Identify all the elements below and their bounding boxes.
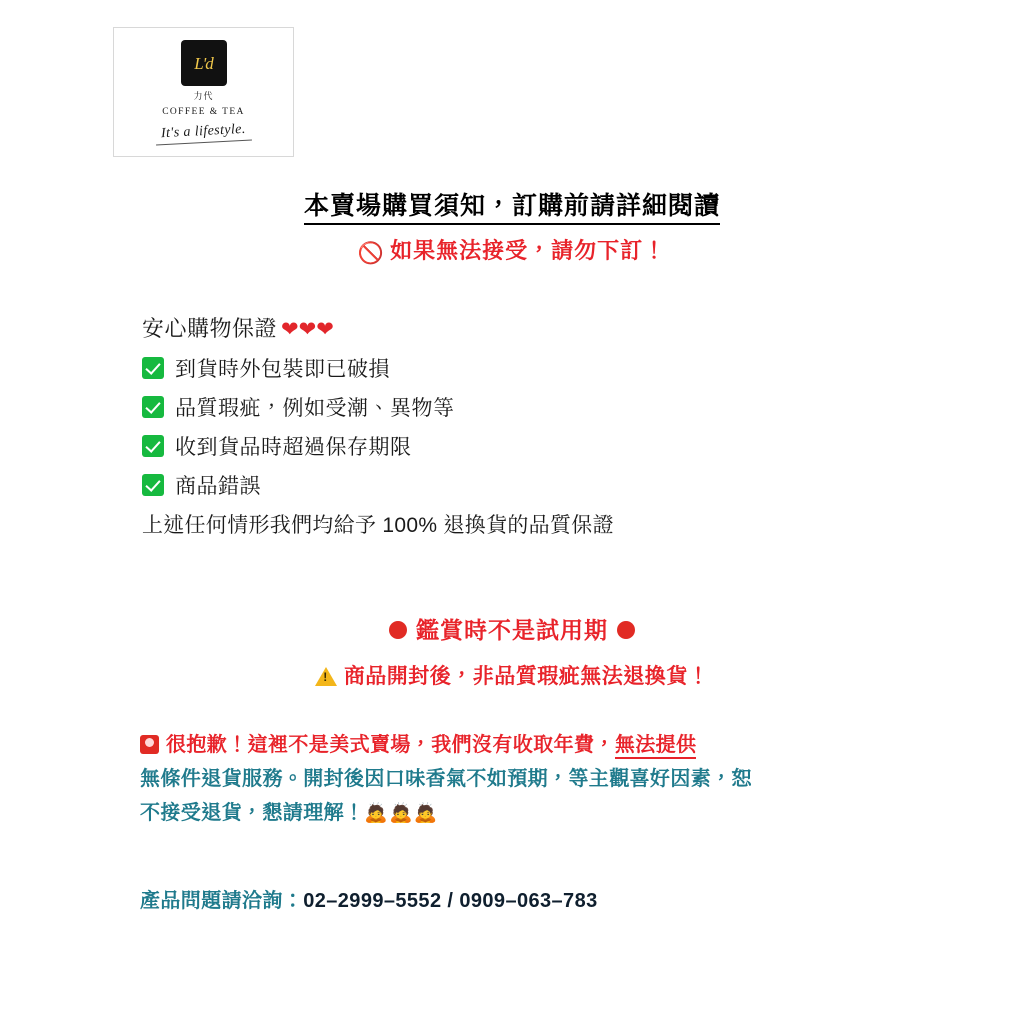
policy-emphasis: 無法提供 [615, 734, 697, 759]
guarantee-note: 上述任何情形我們均給予 100% 退換貨的品質保證 [142, 514, 614, 537]
contact-numbers[interactable]: 02–2999–5552 / 0909–063–783 [303, 890, 598, 912]
bowing-people-icon: 🙇🙇🙇 [364, 803, 439, 824]
list-item [142, 431, 902, 461]
contact-label: 產品問題請洽詢： [140, 890, 304, 912]
policy-line-3: 不接受退貨，懇請理解！ [140, 802, 365, 824]
do-not-order-notice [0, 234, 1024, 266]
logo-subtitle: COFFEE & TEA [162, 107, 245, 117]
warning-title [0, 612, 1024, 645]
list-item [142, 392, 902, 422]
warning-triangle-icon [315, 667, 337, 686]
check-mark-icon [142, 357, 164, 379]
policy-line-1: 很抱歉！這裡不是美式賣場，我們沒有收取年費， [166, 734, 615, 756]
page-title [0, 186, 1024, 222]
hearts-icon: ❤❤❤ [281, 318, 334, 341]
page-title-text: 本賣場購買須知，訂購前請詳細閱讀 [304, 192, 720, 225]
logo-tagline: It's a lifestyle. [160, 121, 247, 142]
guarantee-heading [142, 312, 902, 343]
logo-mark-text: L'd [194, 53, 213, 73]
guarantee-item-label: 商品錯誤 [175, 475, 261, 498]
list-item [142, 470, 902, 500]
policy-line-2: 無條件退貨服務。開封後因口味香氣不如預期，等主觀喜好因素，恕 [140, 768, 752, 790]
red-circle-icon [389, 621, 407, 639]
check-mark-icon [142, 396, 164, 418]
check-mark-icon [142, 474, 164, 496]
guarantee-item-label: 收到貨品時超過保存期限 [175, 436, 412, 459]
guarantee-heading-text: 安心購物保證 [142, 316, 278, 341]
warning-title-text: 鑑賞時不是試用期 [416, 617, 608, 643]
check-mark-icon [142, 435, 164, 457]
warning-subtitle [0, 660, 1024, 690]
prohibited-icon: 🚫 [357, 242, 386, 265]
guarantee-section [142, 312, 902, 539]
guarantee-item-label: 到貨時外包裝即已破損 [175, 358, 390, 381]
list-item [142, 353, 902, 383]
warning-subtitle-text: 商品開封後，非品質瑕疵無法退換貨！ [343, 665, 710, 688]
logo-mark-icon [181, 40, 227, 86]
siren-icon [140, 735, 159, 754]
contact-line [140, 884, 598, 913]
guarantee-item-label: 品質瑕疵，例如受潮、異物等 [175, 397, 455, 420]
do-not-order-text: 如果無法接受，請勿下訂！ [390, 238, 667, 263]
return-policy-paragraph [140, 728, 910, 831]
brand-logo [113, 27, 294, 157]
red-circle-icon [617, 621, 635, 639]
logo-chinese-name: 力代 [193, 91, 214, 101]
